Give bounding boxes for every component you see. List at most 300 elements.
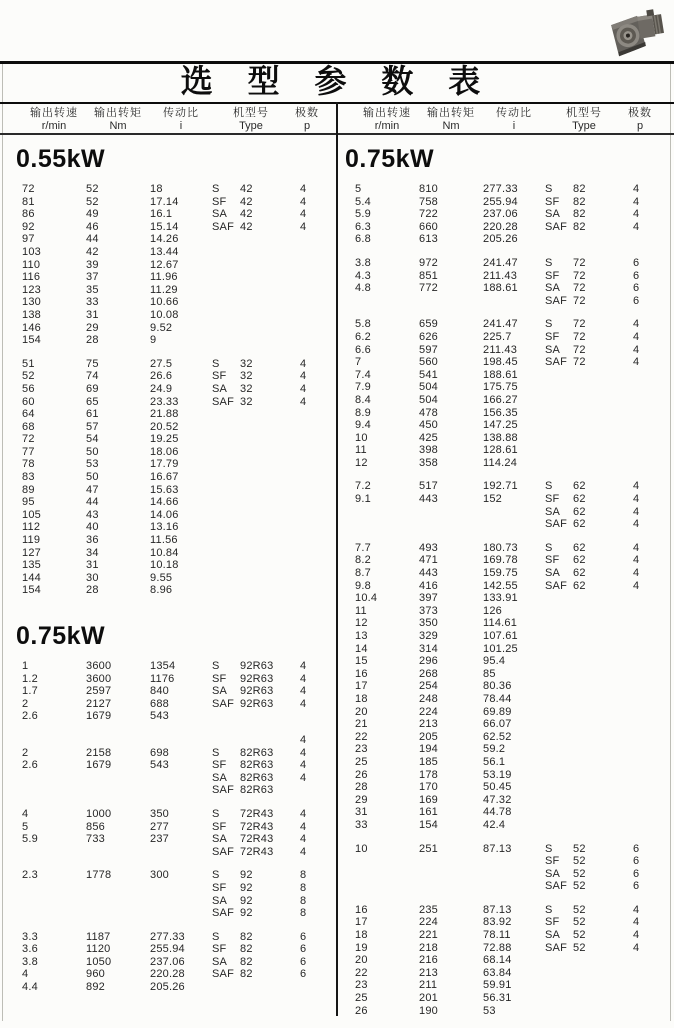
header-poles-label: 极数 bbox=[295, 107, 319, 119]
ratio-cell: 241.47 bbox=[483, 318, 518, 331]
poles-cell: 4 bbox=[300, 697, 307, 710]
output-torque-cell: 493 bbox=[419, 541, 438, 554]
output-torque-cell: 28 bbox=[86, 334, 99, 347]
ratio-cell: 241.47 bbox=[483, 256, 518, 269]
ratio-cell bbox=[483, 868, 545, 881]
poles-cell bbox=[623, 655, 657, 668]
table-row bbox=[8, 547, 337, 560]
output-speed-cell: 3.6 bbox=[22, 943, 38, 956]
type-prefix-cell: S bbox=[212, 869, 220, 882]
output-torque-cell: 190 bbox=[419, 1004, 438, 1017]
type-prefix-cell: SAF bbox=[212, 907, 234, 920]
type-size-cell: 82R63 bbox=[240, 746, 274, 759]
output-speed-cell: 20 bbox=[355, 705, 368, 718]
output-torque-cell bbox=[419, 868, 483, 881]
ratio-cell: 142.55 bbox=[483, 579, 518, 592]
type-prefix-cell: SAF bbox=[212, 845, 234, 858]
type-size-cell: 92R63 bbox=[240, 660, 274, 672]
output-torque-cell: 960 bbox=[86, 968, 105, 981]
type-size-cell bbox=[240, 509, 290, 522]
type-prefix-cell bbox=[545, 979, 573, 992]
ratio-cell: 87.13 bbox=[483, 903, 512, 916]
type-prefix-cell bbox=[545, 743, 573, 756]
type-size-cell: 92 bbox=[240, 881, 253, 894]
header-ratio bbox=[150, 106, 212, 133]
type-prefix-cell bbox=[545, 819, 573, 832]
type-size-cell bbox=[240, 334, 290, 347]
table-row bbox=[8, 698, 337, 711]
type-size-cell bbox=[240, 981, 290, 994]
type-prefix-cell bbox=[212, 433, 240, 446]
poles-cell: 4 bbox=[633, 330, 640, 343]
poles-cell bbox=[623, 1005, 657, 1018]
poles-cell bbox=[623, 743, 657, 756]
ratio-cell: 198.45 bbox=[483, 356, 518, 369]
ratio-cell: 188.61 bbox=[483, 368, 518, 381]
poles-cell: 4 bbox=[633, 318, 640, 331]
output-speed-cell: 13 bbox=[355, 630, 368, 642]
table-column-left bbox=[8, 146, 337, 1005]
ratio-cell: 205.26 bbox=[483, 233, 518, 246]
ratio-cell: 1354 bbox=[150, 660, 176, 672]
ratio-cell bbox=[483, 295, 545, 308]
poles-cell: 4 bbox=[633, 541, 640, 554]
table-row bbox=[8, 208, 337, 221]
type-size-cell: 72 bbox=[573, 343, 586, 356]
type-size-cell: 32 bbox=[240, 370, 253, 383]
header-ratio-label: 传动比 bbox=[163, 107, 199, 119]
type-prefix-cell bbox=[545, 381, 573, 394]
type-size-cell bbox=[573, 967, 623, 980]
header-output-torque-label: 输出转矩 bbox=[94, 107, 142, 119]
ratio-cell: 277.33 bbox=[150, 930, 185, 943]
output-torque-cell: 2127 bbox=[86, 697, 112, 710]
table-row bbox=[8, 968, 337, 981]
poles-cell: 4 bbox=[300, 195, 307, 208]
table-row bbox=[337, 1005, 674, 1018]
poles-cell: 6 bbox=[633, 269, 640, 282]
type-prefix-cell: SF bbox=[212, 672, 227, 685]
table-row bbox=[8, 685, 337, 698]
ratio-block bbox=[8, 808, 337, 858]
ratio-block bbox=[8, 358, 337, 597]
ratio-cell: 188.61 bbox=[483, 282, 518, 295]
ratio-cell: 14.06 bbox=[150, 508, 179, 521]
ratio-cell: 59.2 bbox=[483, 743, 506, 756]
ratio-cell: 15.63 bbox=[150, 483, 179, 496]
output-torque-cell: 660 bbox=[419, 220, 438, 233]
output-speed-cell: 3.3 bbox=[22, 930, 38, 943]
output-torque-cell bbox=[86, 734, 150, 747]
output-speed-cell: 8.2 bbox=[355, 554, 371, 567]
type-prefix-cell bbox=[545, 781, 573, 794]
type-size-cell bbox=[573, 457, 623, 470]
power-section bbox=[8, 623, 337, 994]
output-torque-cell: 416 bbox=[419, 579, 438, 592]
output-torque-cell: 3600 bbox=[86, 660, 112, 672]
output-speed-cell: 15 bbox=[355, 655, 368, 668]
table-row bbox=[337, 904, 674, 917]
poles-cell bbox=[290, 271, 324, 284]
poles-cell: 4 bbox=[633, 505, 640, 518]
type-prefix-cell: SA bbox=[545, 208, 561, 221]
table-row bbox=[8, 358, 337, 371]
poles-cell: 6 bbox=[633, 294, 640, 307]
type-size-cell: 72 bbox=[573, 269, 586, 282]
type-prefix-cell bbox=[212, 233, 240, 246]
output-torque-cell: 213 bbox=[419, 966, 438, 979]
type-prefix-cell: S bbox=[212, 357, 220, 370]
type-size-cell bbox=[573, 444, 623, 457]
type-size-cell: 92R63 bbox=[240, 672, 274, 685]
output-speed-cell: 16 bbox=[355, 667, 368, 680]
ratio-cell: 211.43 bbox=[483, 269, 518, 282]
type-size-cell: 72 bbox=[573, 356, 586, 369]
type-prefix-cell: SF bbox=[545, 493, 560, 506]
table-row bbox=[8, 869, 337, 882]
output-torque-cell bbox=[419, 506, 483, 519]
output-speed-cell: 119 bbox=[22, 534, 41, 547]
poles-cell bbox=[623, 769, 657, 782]
table-row bbox=[8, 784, 337, 797]
poles-cell: 6 bbox=[633, 867, 640, 880]
ratio-block bbox=[8, 660, 337, 723]
poles-cell bbox=[290, 784, 324, 797]
type-prefix-cell bbox=[212, 446, 240, 459]
type-size-cell bbox=[573, 979, 623, 992]
type-size-cell bbox=[240, 534, 290, 547]
output-speed-cell: 26 bbox=[355, 768, 368, 781]
poles-cell bbox=[623, 419, 657, 432]
output-speed-cell: 78 bbox=[22, 458, 35, 471]
ratio-cell: 85 bbox=[483, 667, 496, 680]
table-row bbox=[8, 509, 337, 522]
table-row bbox=[8, 521, 337, 534]
header-poles-unit: p bbox=[303, 120, 311, 132]
output-speed-cell: 86 bbox=[22, 208, 35, 221]
poles-cell: 6 bbox=[633, 842, 640, 855]
output-torque-cell: 722 bbox=[419, 208, 438, 221]
type-prefix-cell bbox=[545, 630, 573, 643]
output-speed-cell: 23 bbox=[355, 743, 368, 756]
type-prefix-cell: SA bbox=[545, 505, 561, 518]
output-speed-cell: 135 bbox=[22, 559, 41, 572]
header-type bbox=[545, 106, 623, 133]
type-prefix-cell bbox=[212, 259, 240, 272]
output-torque-cell bbox=[419, 295, 483, 308]
type-size-cell bbox=[573, 630, 623, 643]
type-prefix-cell: S bbox=[545, 903, 553, 916]
output-torque-cell: 43 bbox=[86, 508, 99, 521]
table-row bbox=[8, 396, 337, 409]
type-prefix-cell: S bbox=[212, 807, 220, 820]
type-size-cell bbox=[240, 322, 290, 335]
poles-cell bbox=[623, 693, 657, 706]
poles-cell bbox=[290, 284, 324, 297]
page-title: 选 型 参 数 表 bbox=[180, 63, 494, 99]
type-size-cell bbox=[240, 471, 290, 484]
type-prefix-cell: SF bbox=[212, 370, 227, 383]
output-torque-cell bbox=[86, 895, 150, 908]
type-prefix-cell bbox=[545, 769, 573, 782]
page-left-border bbox=[2, 61, 3, 1021]
type-size-cell: 72R43 bbox=[240, 845, 274, 858]
table-row bbox=[8, 183, 337, 196]
output-speed-cell: 8.7 bbox=[355, 567, 371, 580]
type-prefix-cell bbox=[545, 794, 573, 807]
table-row bbox=[8, 931, 337, 944]
type-size-cell bbox=[240, 484, 290, 497]
table-row bbox=[337, 282, 674, 295]
poles-cell bbox=[623, 617, 657, 630]
output-torque-cell: 224 bbox=[419, 705, 438, 718]
type-size-cell: 82 bbox=[573, 195, 586, 208]
output-torque-cell: 329 bbox=[419, 630, 438, 642]
output-speed-cell: 138 bbox=[22, 308, 41, 321]
type-prefix-cell: S bbox=[545, 541, 553, 554]
output-speed-cell: 4.4 bbox=[22, 981, 38, 994]
output-speed-cell: 25 bbox=[355, 992, 368, 1005]
output-speed-cell: 10 bbox=[355, 842, 368, 855]
table-row bbox=[8, 458, 337, 471]
output-speed-cell: 26 bbox=[355, 1004, 368, 1017]
table-row bbox=[337, 457, 674, 470]
ratio-cell: 21.88 bbox=[150, 408, 179, 421]
ratio-cell: 16.67 bbox=[150, 471, 179, 484]
poles-cell: 4 bbox=[300, 370, 307, 383]
table-row bbox=[8, 895, 337, 908]
ratio-cell: 205.26 bbox=[150, 981, 185, 994]
type-prefix-cell bbox=[212, 246, 240, 259]
output-speed-cell: 9.1 bbox=[355, 493, 371, 506]
output-torque-cell: 517 bbox=[419, 480, 438, 493]
type-prefix-cell bbox=[212, 584, 240, 597]
output-torque-cell: 772 bbox=[419, 282, 438, 295]
header-poles-label: 极数 bbox=[628, 107, 652, 119]
ratio-cell: 95.4 bbox=[483, 655, 506, 668]
ratio-cell: 107.61 bbox=[483, 630, 518, 642]
output-speed-cell: 6.6 bbox=[355, 343, 371, 356]
ratio-cell: 543 bbox=[150, 759, 169, 772]
poles-cell: 4 bbox=[300, 833, 307, 846]
type-prefix-cell: SA bbox=[545, 343, 561, 356]
column-headers-right bbox=[337, 106, 674, 133]
output-speed-cell: 95 bbox=[22, 496, 35, 509]
type-size-cell bbox=[240, 233, 290, 246]
type-prefix-cell bbox=[212, 509, 240, 522]
output-torque-cell bbox=[419, 880, 483, 893]
type-prefix-cell: SA bbox=[212, 382, 228, 395]
table-row bbox=[337, 868, 674, 881]
output-torque-cell bbox=[86, 784, 150, 797]
output-speed-cell: 11 bbox=[355, 604, 367, 617]
poles-cell bbox=[623, 643, 657, 656]
power-heading: 0.75kW bbox=[345, 145, 435, 173]
poles-cell bbox=[623, 992, 657, 1005]
table-row bbox=[337, 331, 674, 344]
poles-cell bbox=[290, 572, 324, 585]
output-speed-cell: 116 bbox=[22, 271, 41, 284]
header-output-torque-unit: Nm bbox=[109, 120, 127, 132]
ratio-cell: 47.32 bbox=[483, 793, 512, 806]
output-speed-cell: 92 bbox=[22, 220, 35, 233]
table-row bbox=[337, 916, 674, 929]
type-prefix-cell: SF bbox=[545, 269, 560, 282]
poles-cell bbox=[290, 446, 324, 459]
ratio-cell: 20.52 bbox=[150, 420, 179, 433]
poles-cell bbox=[623, 794, 657, 807]
poles-cell: 6 bbox=[300, 955, 307, 968]
output-speed-cell: 52 bbox=[22, 370, 35, 383]
poles-cell bbox=[290, 547, 324, 560]
output-speed-cell: 144 bbox=[22, 571, 41, 584]
output-speed-cell: 2 bbox=[22, 697, 29, 710]
poles-cell bbox=[290, 559, 324, 572]
type-prefix-cell: SA bbox=[545, 929, 561, 942]
poles-cell: 4 bbox=[633, 208, 640, 221]
table-row bbox=[8, 471, 337, 484]
output-speed-cell: 20 bbox=[355, 954, 368, 967]
type-prefix-cell bbox=[545, 680, 573, 693]
poles-cell: 4 bbox=[633, 916, 640, 929]
type-prefix-cell: S bbox=[212, 746, 220, 759]
output-torque-cell: 52 bbox=[86, 195, 99, 208]
table-row bbox=[337, 257, 674, 270]
poles-cell: 4 bbox=[300, 357, 307, 370]
table-row bbox=[337, 731, 674, 744]
output-speed-cell: 12 bbox=[355, 617, 368, 630]
poles-cell bbox=[623, 630, 657, 643]
poles-cell bbox=[623, 680, 657, 693]
output-speed-cell: 4 bbox=[22, 968, 29, 981]
type-size-cell: 92 bbox=[240, 907, 253, 920]
table-row bbox=[8, 433, 337, 446]
table-row bbox=[8, 408, 337, 421]
ratio-cell: 11.29 bbox=[150, 283, 178, 296]
ratio-cell: 114.24 bbox=[483, 456, 518, 469]
type-size-cell bbox=[573, 992, 623, 1005]
table-row bbox=[8, 271, 337, 284]
ratio-cell: 83.92 bbox=[483, 916, 512, 929]
table-row bbox=[8, 259, 337, 272]
ratio-cell: 688 bbox=[150, 697, 169, 710]
table-row bbox=[337, 567, 674, 580]
output-speed-cell: 5.8 bbox=[355, 318, 371, 331]
table-row bbox=[337, 394, 674, 407]
poles-cell: 4 bbox=[300, 746, 307, 759]
ratio-cell: 16.1 bbox=[150, 208, 173, 221]
poles-cell: 4 bbox=[300, 208, 307, 221]
output-speed-cell: 81 bbox=[22, 195, 35, 208]
output-speed-cell: 9.8 bbox=[355, 579, 371, 592]
output-torque-cell: 36 bbox=[86, 534, 99, 547]
poles-cell: 4 bbox=[300, 820, 307, 833]
poles-cell: 4 bbox=[633, 579, 640, 592]
type-size-cell: 52 bbox=[573, 867, 586, 880]
type-prefix-cell bbox=[212, 484, 240, 497]
table-row bbox=[337, 580, 674, 593]
poles-cell bbox=[290, 496, 324, 509]
table-row bbox=[8, 846, 337, 859]
header-output-torque bbox=[419, 106, 483, 133]
ratio-cell: 101.25 bbox=[483, 642, 518, 655]
type-size-cell bbox=[573, 617, 623, 630]
type-prefix-cell: SAF bbox=[545, 518, 567, 531]
ratio-cell: 13.44 bbox=[150, 245, 179, 258]
output-torque-cell: 161 bbox=[419, 806, 438, 819]
table-row bbox=[337, 381, 674, 394]
ratio-cell: 27.5 bbox=[150, 357, 173, 370]
output-speed-cell: 10.4 bbox=[355, 592, 378, 605]
output-torque-cell: 37 bbox=[86, 271, 99, 284]
table-row bbox=[337, 196, 674, 209]
output-speed-cell: 8.4 bbox=[355, 393, 371, 406]
output-torque-cell: 251 bbox=[419, 842, 438, 855]
output-torque-cell bbox=[86, 846, 150, 859]
table-row bbox=[337, 706, 674, 719]
header-output-speed-unit: r/min bbox=[374, 120, 400, 132]
type-size-cell bbox=[240, 284, 290, 297]
output-speed-cell: 7.7 bbox=[355, 541, 371, 554]
output-torque-cell: 350 bbox=[419, 617, 438, 630]
ratio-cell: 128.61 bbox=[483, 444, 518, 457]
output-torque-cell: 31 bbox=[86, 559, 99, 572]
ratio-cell: 138.88 bbox=[483, 431, 518, 444]
table-row bbox=[337, 655, 674, 668]
output-speed-cell bbox=[355, 880, 419, 893]
table-row bbox=[337, 208, 674, 221]
poles-cell: 4 bbox=[300, 220, 307, 233]
type-size-cell: 82 bbox=[573, 208, 586, 221]
header-poles bbox=[290, 106, 324, 133]
table-row bbox=[8, 233, 337, 246]
type-prefix-cell bbox=[212, 271, 240, 284]
type-size-cell: 62 bbox=[573, 554, 586, 567]
type-size-cell: 82 bbox=[240, 943, 253, 956]
ratio-cell: 152 bbox=[483, 493, 502, 506]
ratio-cell: 220.28 bbox=[483, 220, 518, 233]
type-size-cell: 72 bbox=[573, 282, 586, 295]
header-output-speed bbox=[22, 106, 86, 133]
type-size-cell: 32 bbox=[240, 395, 253, 408]
output-torque-cell: 373 bbox=[419, 604, 438, 617]
output-torque-cell bbox=[86, 907, 150, 920]
header-ratio bbox=[483, 106, 545, 133]
type-prefix-cell: SAF bbox=[545, 579, 567, 592]
ratio-cell bbox=[483, 855, 545, 868]
table-row bbox=[337, 680, 674, 693]
output-speed-cell: 4.8 bbox=[355, 282, 371, 295]
type-prefix-cell bbox=[212, 309, 240, 322]
table-row bbox=[337, 318, 674, 331]
type-size-cell bbox=[240, 584, 290, 597]
type-size-cell bbox=[573, 806, 623, 819]
type-size-cell bbox=[240, 496, 290, 509]
type-prefix-cell: SF bbox=[212, 943, 227, 956]
output-torque-cell: 30 bbox=[86, 571, 99, 584]
type-size-cell bbox=[573, 369, 623, 382]
ratio-cell bbox=[483, 518, 545, 531]
type-prefix-cell bbox=[212, 710, 240, 723]
type-prefix-cell: SF bbox=[212, 759, 227, 772]
poles-cell: 6 bbox=[633, 855, 640, 868]
type-prefix-cell bbox=[545, 756, 573, 769]
table-row bbox=[337, 233, 674, 246]
output-speed-cell: 60 bbox=[22, 395, 35, 408]
type-prefix-cell: SAF bbox=[545, 880, 567, 893]
ratio-cell: 255.94 bbox=[483, 195, 518, 208]
poles-cell bbox=[623, 806, 657, 819]
